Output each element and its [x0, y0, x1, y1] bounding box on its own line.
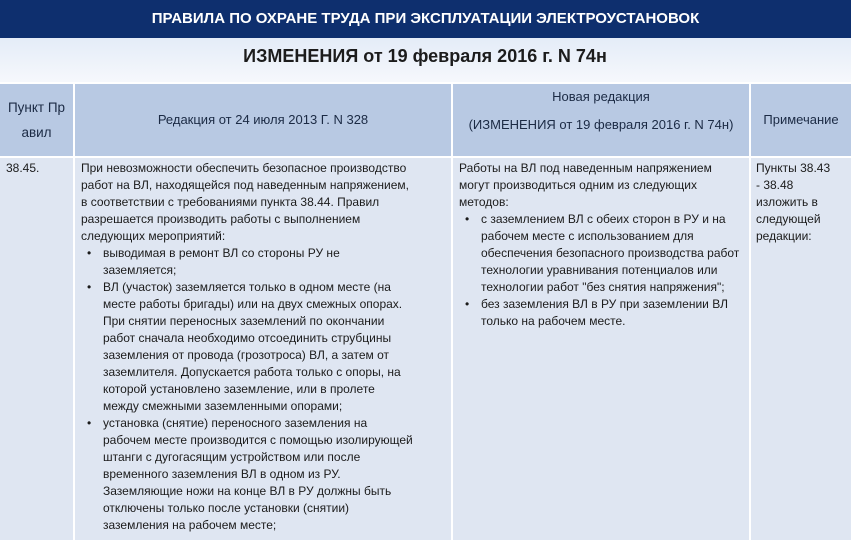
cell-note — [751, 158, 851, 540]
page-title: ПРАВИЛА ПО ОХРАНЕ ТРУДА ПРИ ЭКСПЛУАТАЦИИ ЭЛЕКТРОУСТАНОВОК — [151, 10, 700, 27]
point-number: 38.45. — [6, 161, 40, 175]
cell-new-edition — [453, 158, 749, 540]
new-edition-list — [459, 211, 743, 330]
list-item: • без заземления ВЛ в РУ при заземлении ВЛ только на рабочем месте. — [459, 296, 743, 330]
header-point-label: Пункт Правил — [7, 100, 66, 140]
list-item: • установка (снятие) переносного заземления на рабочем месте производится с помощью изолирующей штанги с дугогасящим устройством или после временного заземления ВЛ в одном из РУ. Заземляющие ножи на конце ВЛ в РУ должны быть отключены только после установки (снятии) заземления на рабочем месте; — [81, 415, 413, 534]
page-subtitle: ИЗМЕНЕНИЯ от 19 февраля 2016 г. N 74н — [243, 46, 607, 66]
title-bar — [0, 0, 851, 38]
list-item: • с заземлением ВЛ с обеих сторон в РУ и на рабочем месте с использованием для обеспечения безопасного производства работ технологии уравнивания потенциалов или технологии работ "без снятия напряжения"; — [459, 211, 743, 296]
list-item: • выводимая в ремонт ВЛ со стороны РУ не заземляется; — [81, 245, 413, 279]
header-new-edition-label: Новая редакция — [552, 89, 650, 104]
cell-point — [0, 158, 73, 540]
header-old-edition-label: Редакция от 24 июля 2013 Г. N 328 — [157, 112, 369, 127]
header-new-edition-sub: (ИЗМЕНЕНИЯ от 19 февраля 2016 г. N 74н) — [468, 117, 734, 132]
cell-old-edition — [75, 158, 451, 540]
list-item: • ВЛ (участок) заземляется только в одном месте (на месте работы бригады) или на двух смежных опорах. При снятии переносных заземлений по окончании работ сначала необходимо отсоединить струбцины заземления от провода (грозотроса) ВЛ, а затем от заземлителя. Допускается работа только с опоры, на которой установлено заземление, или в пролете между смежными заземленными опорами; — [81, 279, 413, 415]
header-note — [751, 84, 851, 156]
old-edition-intro: При невозможности обеспечить безопасное производство работ на ВЛ, находящейся под наведенным напряжением, в соответствии с требованиями пункта 38.44. Правил разрешается производить работы с выполнением следующих мероприятий: — [81, 161, 409, 243]
note-text: Пункты 38.43 - 38.48 изложить в следующей редакции: — [756, 161, 831, 243]
new-edition-intro: Работы на ВЛ под наведенным напряжением могут производиться одним из следующих методов: — [459, 161, 712, 209]
subtitle-bar — [0, 38, 851, 82]
old-edition-list — [81, 245, 413, 534]
header-note-label: Примечание — [763, 112, 839, 127]
header-new-edition — [453, 84, 749, 156]
header-point — [0, 84, 73, 156]
header-old-edition — [75, 84, 451, 156]
